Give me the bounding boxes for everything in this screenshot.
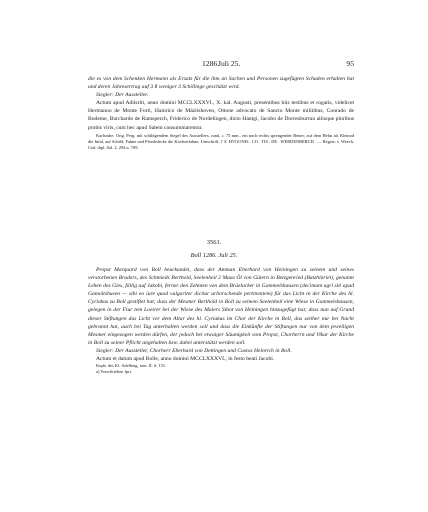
doc2-sigler: Siegler: Der Aussteller, Chorherr Eberhard von Dettingen und Custos Heinrich in Boll. [96,347,292,354]
header-year: 1286. [202,59,220,68]
running-header [88,59,354,71]
document-date: Boll 1286. Juli 25. [190,252,238,259]
doc2-abstract: Propst Marquard von Boll beurkundet, dass der Amman Eberhard von Heiningen zu seinem und seines verstorbenen Bruders, des Schmieds Berthold, Seelenheil 2 Maas Öl von Gütern in Betzgenried (Batzhinriet), genannt Lehen des Gies, fällig auf Jakobi, ferner den Zehnten von dem Brüelacker in Gammelshausen (decimam agri siti apud Gamoltshusen — sibi eo iure quod vulgariter dicitur urborschende pertinentem) für das Licht in der Kirche des hl. Cyriakus zu Boll gestiftet hat; dass der Mesmer Berthold in Boll zu seinem Seelenheil eine Wiese in Gammelshausen, gelegen in der Flur tem Loeirer bei der Wiese des Maiers Sibot von Heiningen hinzugefügt hat; dass nun auf Grund dieser Stiftungen das Licht vor dem Altar des hl. Cyriakus im Chor der Kirche in Boll, das seither nur bei Nacht gebrannt hat, auch bei Tag unterhalten werden soll und dass die Einkünfte der Stiftungen nur von dem jeweiligen Mesmer eingezogen werden dürfen, der jedoch bei etwaiger Säumigkeit vom Propst, Chorherrn und Vikar der Kirche in Boll zu seiner Pflicht angehalten bzw. dabei unterstützt werden soll. [88,267,354,346]
header-date: Juli 25. [218,59,241,68]
doc2-footnote: a) Verschrieben fpri. [96,369,132,375]
doc1-sigler: Siegler: Der Aussteller. [96,92,149,99]
doc2-actum: Actum et datum apud Bolle, anno domini MCCLXXXVI., in festo beati Jacobi. [96,356,275,363]
doc1-abstract-end: die es von dem Schenken Hermann als Ersatz für die ihm an Sachen und Personen zugefügten Schaden erhalten hat und deren Jahresertrag auf 3 ß weniger 3 Schillinge geschätzt wird. [88,76,354,91]
doc2-copy-source: Kopb. des Kl. Adelberg, tom. II. S. 151. [96,363,167,369]
doc1-archival-note: Karlsruhe. Orig. Perg. mit schildgendem Siegel des Ausstellers, rund, c. 75 mm., ein nach rechts sprengender Reiter; auf dem Helm als Kleinod die Inful, auf Schild, Fahne und Pferdedecke die Kirchenfahne; Umschrift: † S. HVGONIS . CO . TIS . DE . WERDENBERCH . — Regest: v. Weech, Cod. dipl. Sal. 2, 294 n. 709. [88,132,354,151]
doc1-actum: Actum apud Adilsriti, anno domini MCCLXXXVI., X. kal. Augusti, presentibus hiis testibus et rogatis, videlicet Hermanno de Monte Forti, Hainrico de Mäzlishoven, Ottone advocato de Sancto Monte militibus, Conrado de Bodeme, Burchardo de Ramsperch, Friderico de Nordelingen, dicto Hantgi, Jacobo de Dorrenburrun aliisque pluribus probis viris, cum hec apud Salem consummarentur. [88,100,354,131]
page-number: 95 [346,59,354,68]
document-2 [88,266,354,376]
document-number: 3561. [206,239,222,246]
document-1-continuation [88,75,354,151]
